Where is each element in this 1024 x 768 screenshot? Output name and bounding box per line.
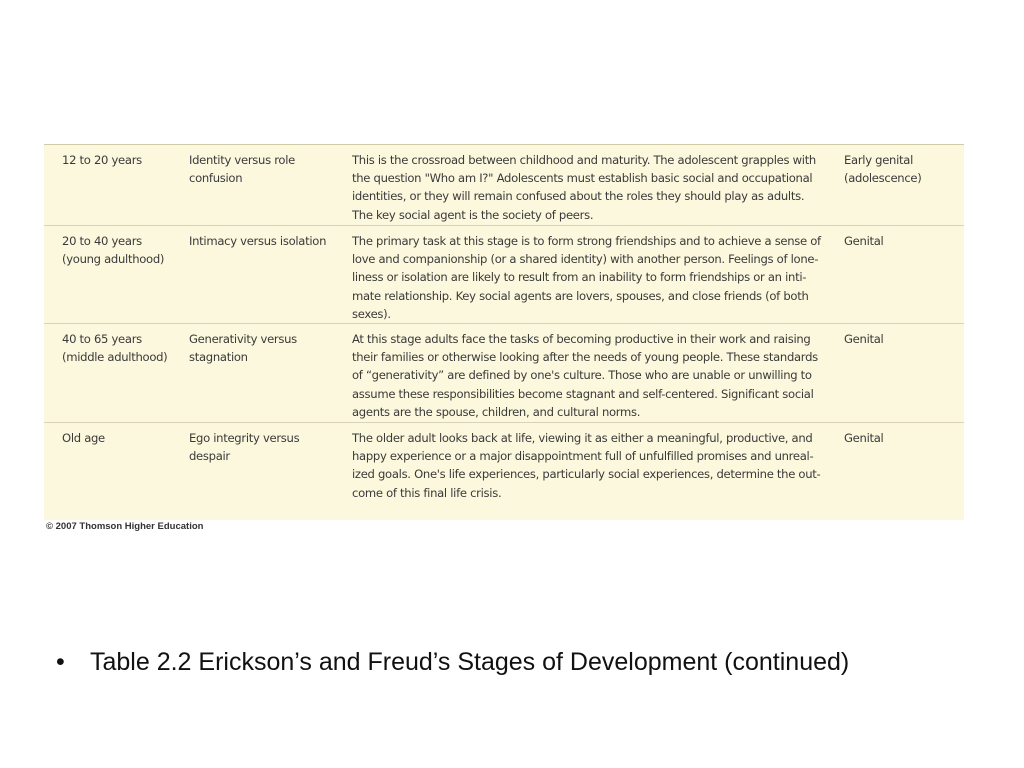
freud-line: (adolescence)	[844, 171, 922, 186]
slide-caption	[56, 648, 849, 677]
freud-line: Genital	[844, 234, 884, 248]
freud-line: Early genital	[844, 153, 913, 167]
copyright-notice: © 2007 Thomson Higher Education	[46, 521, 204, 532]
description-line: assume these responsibilities become stagnant and self-centered. Significant social	[352, 386, 814, 401]
age-cell	[62, 232, 182, 268]
age-line: 20 to 40 years	[62, 234, 142, 248]
stage-line: Generativity versus	[189, 332, 297, 346]
stage-cell	[189, 151, 339, 187]
stage-cell	[189, 330, 339, 366]
description-line: liness or isolation are likely to result from an inability to form friendships or an inti-	[352, 270, 807, 285]
freud-line: Genital	[844, 332, 884, 346]
description-line: This is the crossroad between childhood and maturity. The adolescent grapples with	[352, 153, 816, 167]
description-line: ized goals. One's life experiences, particularly social experiences, determine the out-	[352, 467, 821, 482]
stage-cell	[189, 232, 339, 250]
stages-table	[44, 144, 964, 520]
bullet-icon: •	[56, 648, 65, 676]
description-line: the question "Who am I?" Adolescents must establish basic social and occupational	[352, 171, 813, 186]
description-line: love and companionship (or a shared identity) with another person. Feelings of lone-	[352, 252, 819, 267]
age-line: (young adulthood)	[62, 252, 165, 267]
age-line: 40 to 65 years	[62, 332, 142, 346]
stage-line: stagnation	[189, 350, 248, 365]
description-cell	[352, 151, 832, 224]
description-line: The older adult looks back at life, viewing it as either a meaningful, productive, and	[352, 431, 813, 445]
description-line: of “generativity” are defined by one's culture. Those who are unable or unwilling to	[352, 368, 812, 383]
description-line: come of this final life crisis.	[352, 485, 502, 500]
stage-cell	[189, 429, 339, 465]
description-line: mate relationship. Key social agents are lovers, spouses, and close friends (of both	[352, 288, 809, 303]
table-row	[44, 323, 964, 423]
description-cell	[352, 232, 832, 323]
age-line: Old age	[62, 431, 105, 445]
stage-line: Intimacy versus isolation	[189, 234, 327, 248]
freud-stage-cell	[844, 151, 954, 187]
age-cell	[62, 330, 182, 366]
age-cell	[62, 429, 182, 447]
description-cell	[352, 429, 832, 502]
description-line: The primary task at this stage is to form strong friendships and to achieve a sense of	[352, 234, 821, 248]
table-row	[44, 422, 964, 521]
age-line: 12 to 20 years	[62, 153, 142, 167]
description-line: sexes).	[352, 306, 391, 321]
description-line: At this stage adults face the tasks of becoming productive in their work and raising	[352, 332, 811, 346]
caption-text: Table 2.2 Erickson’s and Freud’s Stages of Development (continued)	[90, 648, 850, 676]
freud-stage-cell	[844, 330, 954, 348]
age-line: (middle adulthood)	[62, 350, 168, 365]
stage-line: Ego integrity versus	[189, 431, 300, 445]
description-line: identities, or they will remain confused about the roles they should play as adults.	[352, 189, 805, 204]
description-line: The key social agent is the society of peers.	[352, 207, 594, 222]
description-line: their families or otherwise looking after the needs of young people. These standards	[352, 350, 818, 365]
table-row	[44, 225, 964, 324]
freud-line: Genital	[844, 431, 884, 445]
age-cell	[62, 151, 182, 169]
description-line: agents are the spouse, children, and cultural norms.	[352, 404, 641, 419]
table-row	[44, 144, 964, 226]
description-line: happy experience or a major disappointment full of unfulfilled promises and unreal-	[352, 449, 814, 464]
stage-line: despair	[189, 449, 230, 464]
stage-line: confusion	[189, 171, 243, 186]
freud-stage-cell	[844, 232, 954, 250]
freud-stage-cell	[844, 429, 954, 447]
stage-line: Identity versus role	[189, 153, 295, 167]
description-cell	[352, 330, 832, 421]
